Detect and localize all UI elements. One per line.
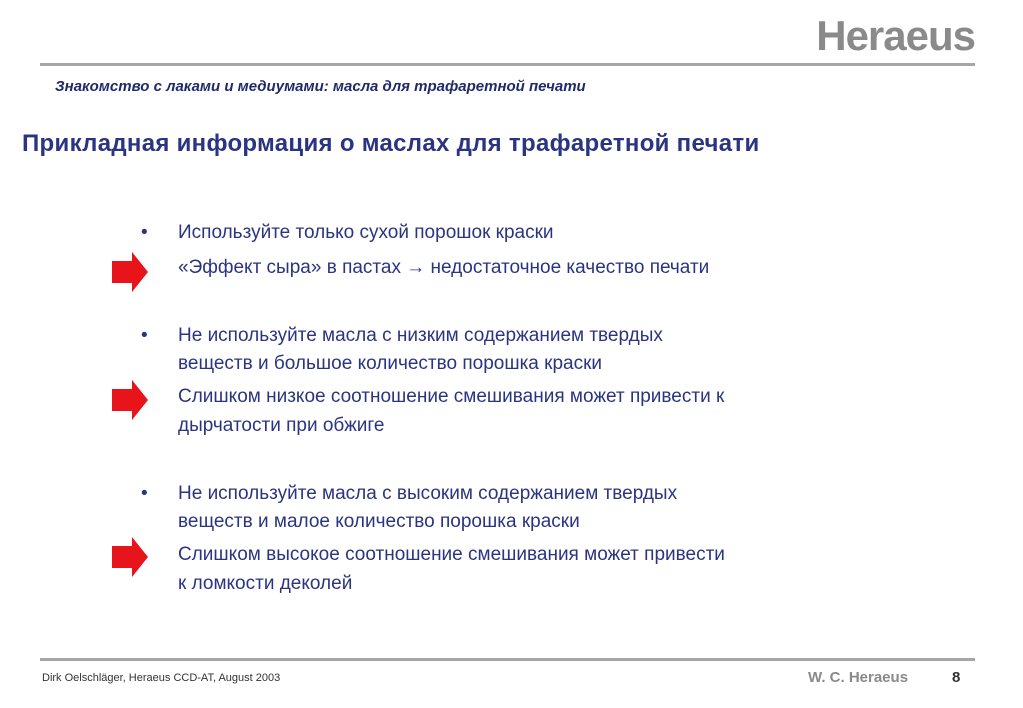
consequence-text-line-2: к ломкости деколей [178,573,353,594]
red-arrow-icon [112,252,148,292]
consequence-text-line-1: Слишком низкое соотношение смешивания может привести к [178,386,725,407]
red-arrow-icon [112,380,148,420]
page-title: Прикладная информация о маслах для трафаретной печати [22,130,760,157]
bullet-marker: • [141,222,148,243]
page-number: 8 [952,669,961,686]
red-arrow-icon [112,537,148,577]
bullet-text-line-2: веществ и малое количество порошка краски [178,511,580,532]
section-subtitle: Знакомство с лаками и медиумами: масла для трафаретной печати [55,78,586,95]
footer-divider [40,658,975,661]
consequence-text-line-2: дырчатости при обжиге [178,415,385,436]
consequence-text-line-1: Слишком высокое соотношение смешивания может привести [178,544,725,565]
bullet-text: Используйте только сухой порошок краски [178,222,554,243]
heraeus-logo: Heraeus [816,12,975,59]
footer-author: Dirk Oelschläger, Heraeus CCD-AT, August 2003 [42,672,281,684]
bullet-text-line-1: Не используйте масла с низким содержанием твердых [178,325,663,346]
consequence-text: «Эффект сыра» в пастах → недостаточное качество печати [178,257,710,278]
header-divider [40,63,975,66]
bullet-text-line-2: веществ и большое количество порошка краски [178,353,603,374]
bullet-marker: • [141,325,148,346]
footer-brand: W. C. Heraeus [808,669,909,686]
bullet-text-line-1: Не используйте масла с высоким содержанием твердых [178,483,678,504]
bullet-marker: • [141,483,148,504]
